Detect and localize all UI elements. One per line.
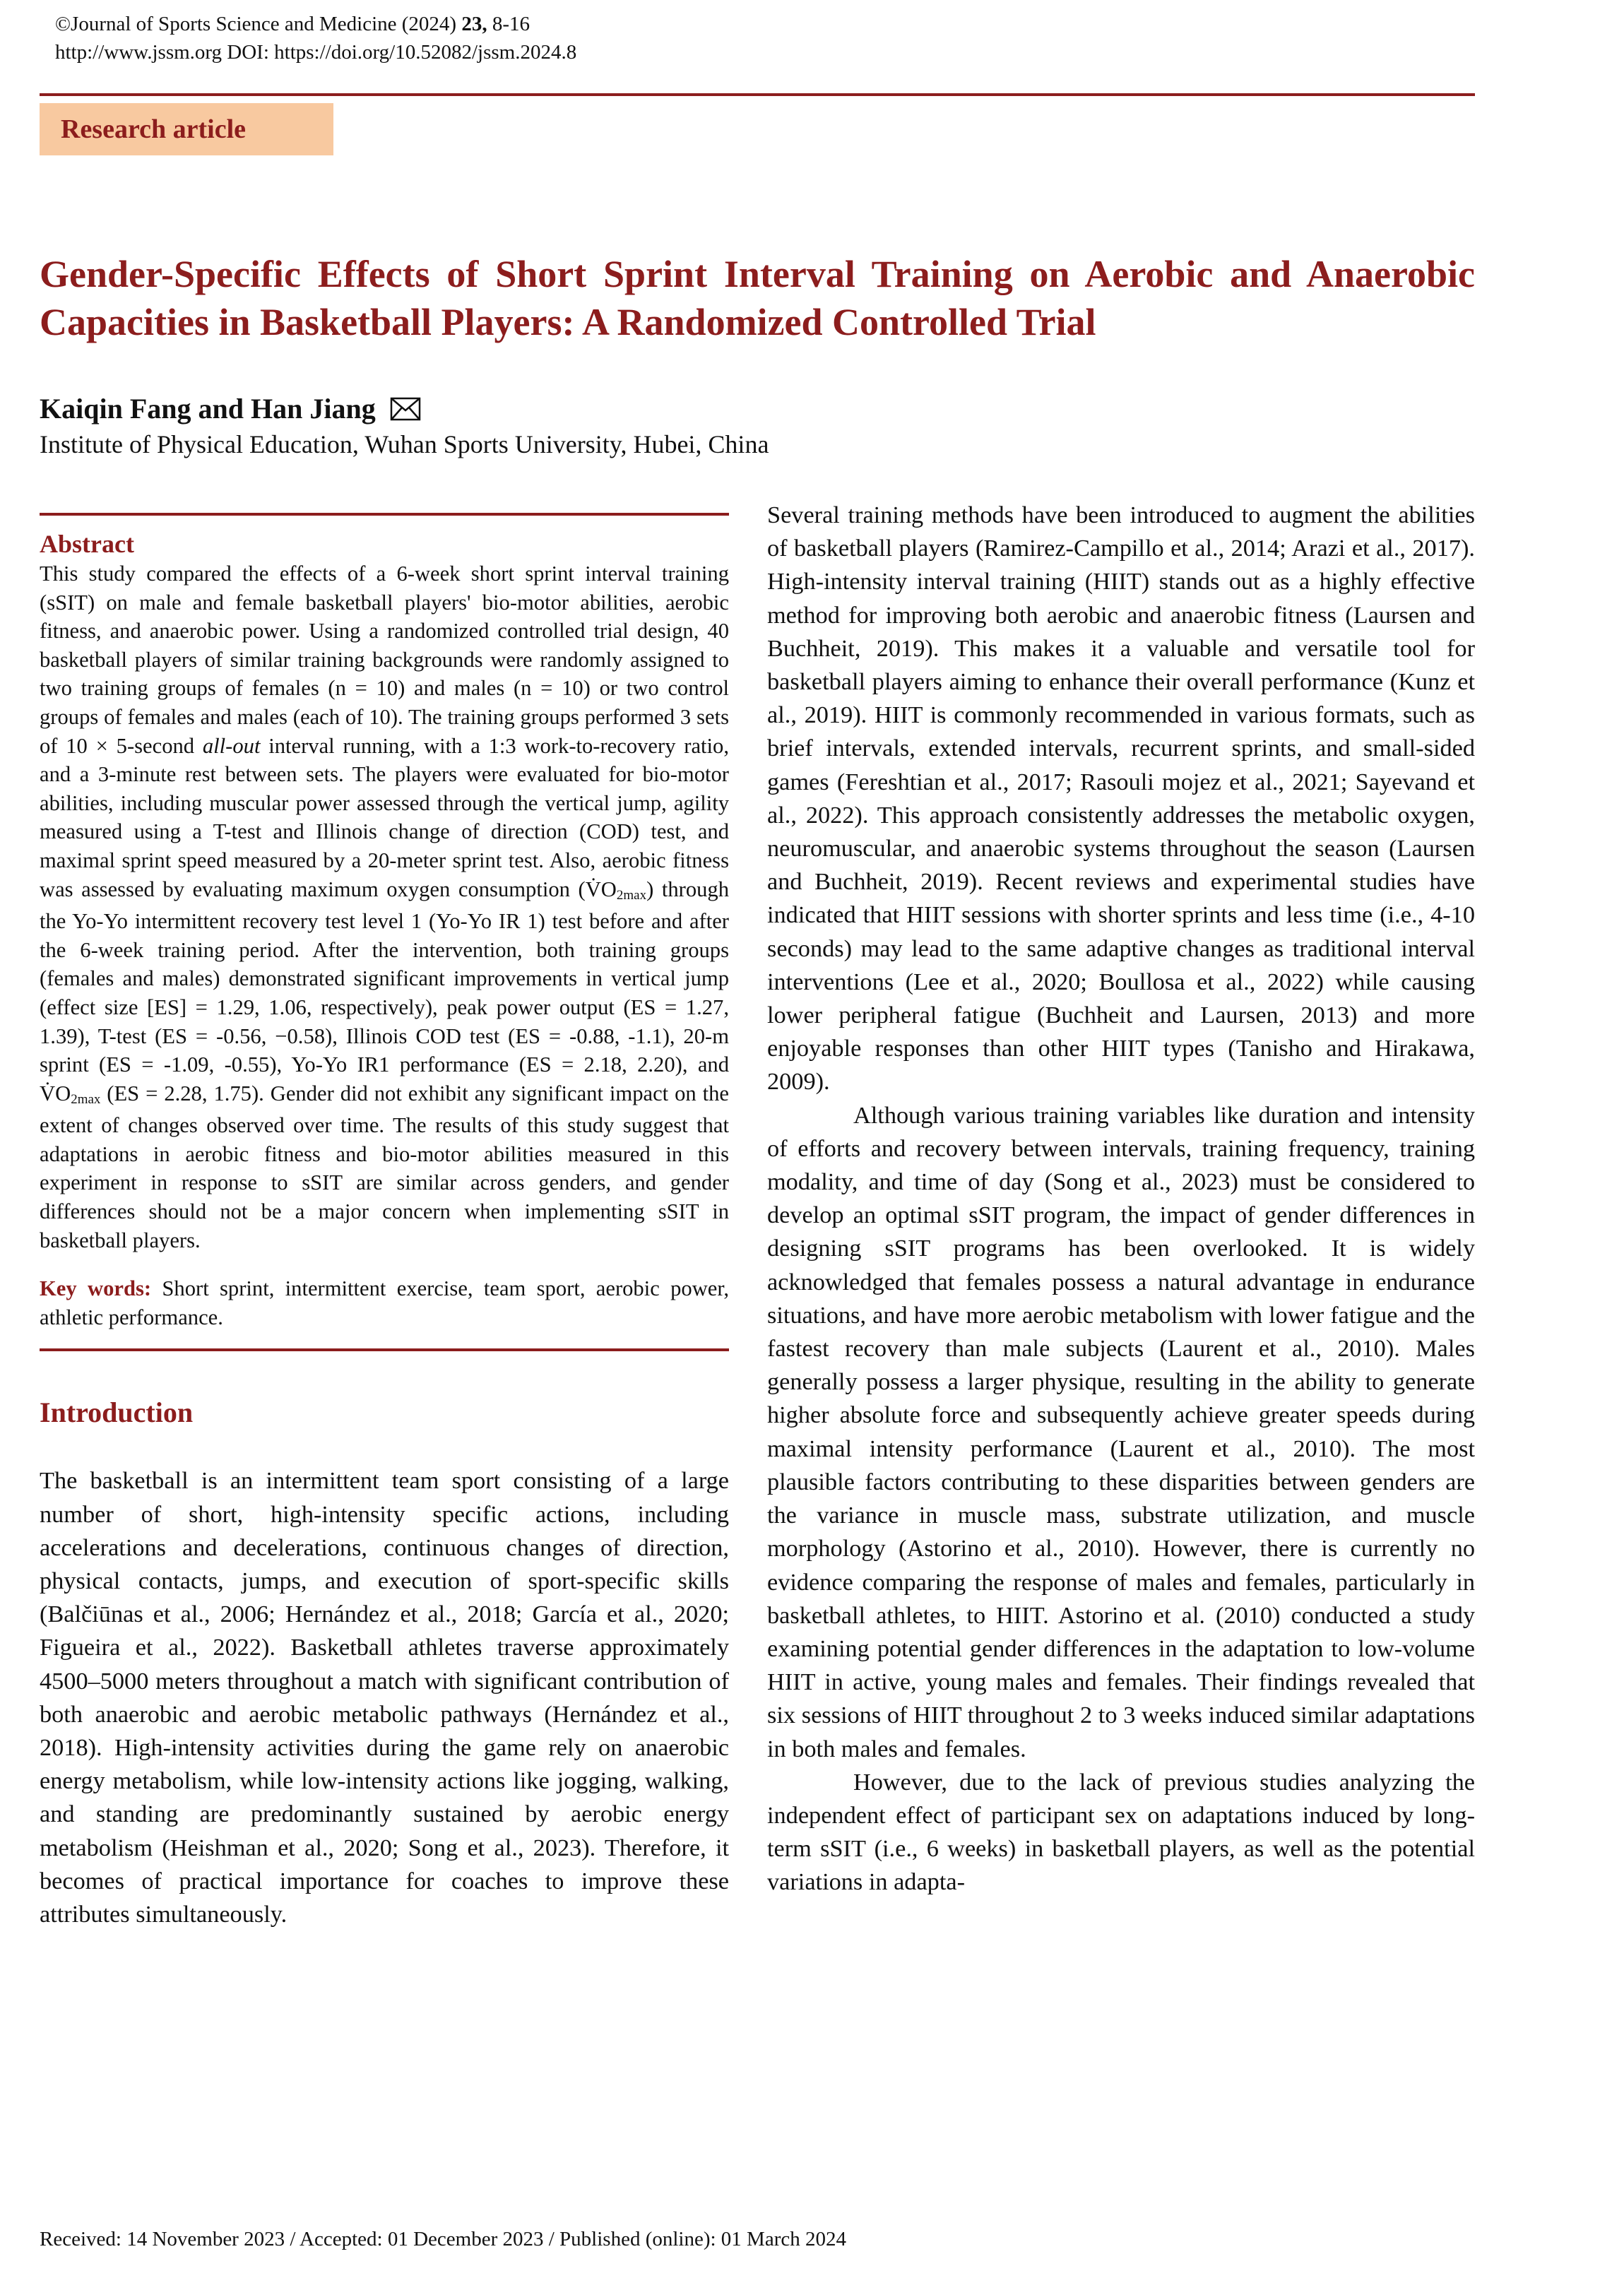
header-rule	[40, 93, 1475, 96]
publication-dates-footer: Received: 14 November 2023 / Accepted: 01 December 2023 / Published (online): 01 March 2024	[40, 2228, 846, 2250]
article-type-badge: Research article	[40, 103, 333, 155]
author-affiliation: Institute of Physical Education, Wuhan Sports University, Hubei, China	[40, 430, 769, 458]
author-names: Kaiqin Fang and Han Jiang	[40, 393, 376, 425]
introduction-heading: Introduction	[40, 1396, 194, 1429]
journal-volume: 23,	[461, 13, 487, 35]
keywords-label: Key words:	[40, 1276, 152, 1301]
author-line	[40, 390, 421, 431]
introduction-paragraph-2: Several training methods have been introduced to augment the abilities of basketball players (Ramirez-Campillo et al., 2014; Arazi et al., 2017). High-intensity interval training (HIIT) stands out as a highly effective method for improving both aerobic and anaerobic fitness (Laursen and Buchheit, 2019). This makes it a valuable and versatile tool for basketball players aiming to enhance their overall performance (Kunz et al., 2019). HIIT is commonly recommended in various formats, such as brief intervals, extended intervals, recurrent sprints, and small-sided games (Fereshtian et al., 2017; Rasouli mojez et al., 2021; Sayevand et al., 2022). This approach consistently addresses the metabolic oxygen, neuromuscular, and anaerobic systems throughout the season (Laursen and Buchheit, 2019). Recent reviews and experimental studies have indicated that HIIT sessions with shorter sprints and less time (i.e., 4-10 seconds) may lead to the same adaptive changes as traditional interval interventions (Lee et al., 2020; Boullosa et al., 2022) while causing lower peripheral fatigue (Buchheit and Laursen, 2013) and more enjoyable responses than other HIIT types (Tanisho and Hirakawa, 2009).	[767, 502, 1475, 1096]
journal-citation: ©Journal of Sports Science and Medicine (2024) 23, 8-16	[55, 13, 530, 35]
keywords	[40, 1274, 729, 1331]
left-column	[40, 513, 729, 1931]
introduction-paragraph-1: The basketball is an intermittent team sport consisting of a large number of short, high-intensity specific actions, including accelerations and decelerations, continuous changes of direction, physical contacts, jumps, and execution of sport-specific skills (Balčiūnas et al., 2006; Hernández et al., 2018; García et al., 2020; Figueira et al., 2022). Basketball athletes traverse approximately 4500–5000 meters throughout a match with significant contribution of both anaerobic and aerobic metabolic pathways (Hernández et al., 2018). High-intensity activities during the game rely on anaerobic energy metabolism, while low-intensity actions like jogging, walking, and standing are predominantly sustained by aerobic energy metabolism (Heishman et al., 2020; Song et al., 2023). Therefore, it becomes of practical importance for coaches to improve these attributes simultaneously.	[40, 1467, 729, 1928]
introduction-paragraph-3: Although various training variables like duration and intensity of efforts and recovery between intervals, training frequency, training modality, and time of day (Song et al., 2023) must be considered to develop an optimal sSIT program, the impact of gender differences in designing sSIT programs has been overlooked. It is widely acknowledged that females possess a natural advantage in endurance situations, and have more aerobic metabolism with lower fatigue and the fastest recovery than male subjects (Laurent et al., 2010). Males generally possess a larger physique, resulting in the ability to generate higher absolute force and subsequently achieve greater speeds during maximal intensity performance (Laurent et al., 2010). The most plausible factors contributing to these disparities between genders are the variance in muscle mass, substrate utilization, and muscle morphology (Astorino et al., 2010). However, there is currently no evidence comparing the response of males and females, particularly in basketball athletes, to HIIT. Astorino et al. (2010) conducted a study examining potential gender differences in the adaptation to low-volume HIIT in active, young males and females. Their findings revealed that six sessions of HIIT throughout 2 to 3 weeks induced similar adaptations in both males and females.	[767, 1101, 1475, 1762]
abstract-text: This study compared the effects of a 6-week short sprint interval training (sSIT) on male and female basketball players' bio-motor abilities, aerobic fitness, and anaerobic power. Using a randomized controlled trial design, 40 basketball players of similar training backgrounds were randomly assigned to two training groups of females (n = 10) and males (n = 10) or two control groups of females and males (each of 10). The training groups performed 3 sets of 10 × 5-second all-out interval running, with a 1:3 work-to-recovery ratio, and a 3-minute rest between sets. The players were evaluated for bio-motor abilities, including muscular power assessed through the vertical jump, agility measured using a T-test and Illinois change of direction (COD) test, and maximal sprint speed measured by a 20-meter sprint test. Also, aerobic fitness was assessed by evaluating maximum oxygen consumption $(V̇O_{2max})$ through the Yo-Yo intermittent recovery test level 1 (Yo-Yo IR 1) test before and after the 6-week training period. After the intervention, both training groups (females and males) demonstrated significant improvements in vertical jump (effect size [ES] = 1.29, 1.06, respectively), peak power output (ES = 1.27, 1.39), T-test (ES = -0.56, −0.58), Illinois COD test (ES = -0.88, -1.1), 20-m sprint (ES = -1.09, -0.55), Yo-Yo IR1 performance (ES = 2.18, 2.20), and $V̇O_{2max}$ (ES = 2.28, 1.75). Gender did not exhibit any significant impact on the extent of changes observed over time. The results of this study suggest that adaptations in aerobic fitness and bio-motor abilities measured in this experiment in response to sSIT are similar across genders, and gender differences should not be a major concern when implementing sSIT in basketball players.	[40, 562, 730, 1252]
introduction-paragraph-4: However, due to the lack of previous studies analyzing the independent effect of participant sex on adaptations induced by long-term sSIT (i.e., 6 weeks) in basketball players, as well as the potential variations in adapta-	[767, 1768, 1475, 1896]
email-icon[interactable]	[390, 393, 421, 431]
abstract-bottom-rule	[40, 1348, 729, 1351]
journal-header	[55, 10, 576, 66]
journal-url-doi[interactable]: http://www.jssm.org DOI: https://doi.org/10.52082/jssm.2024.8	[55, 41, 577, 64]
abstract-top-rule	[40, 513, 729, 516]
right-column	[767, 499, 1475, 1899]
abstract-heading: Abstract	[40, 530, 134, 558]
article-title: Gender-Specific Effects of Short Sprint Interval Training on Aerobic and Anaerobic Capacities in Basketball Players: A Randomized Controlled Trial	[40, 253, 1475, 343]
journal-pages: 8-16	[487, 13, 530, 35]
keywords-text: Short sprint, intermittent exercise, team sport, aerobic power, athletic performance.	[40, 1276, 729, 1329]
